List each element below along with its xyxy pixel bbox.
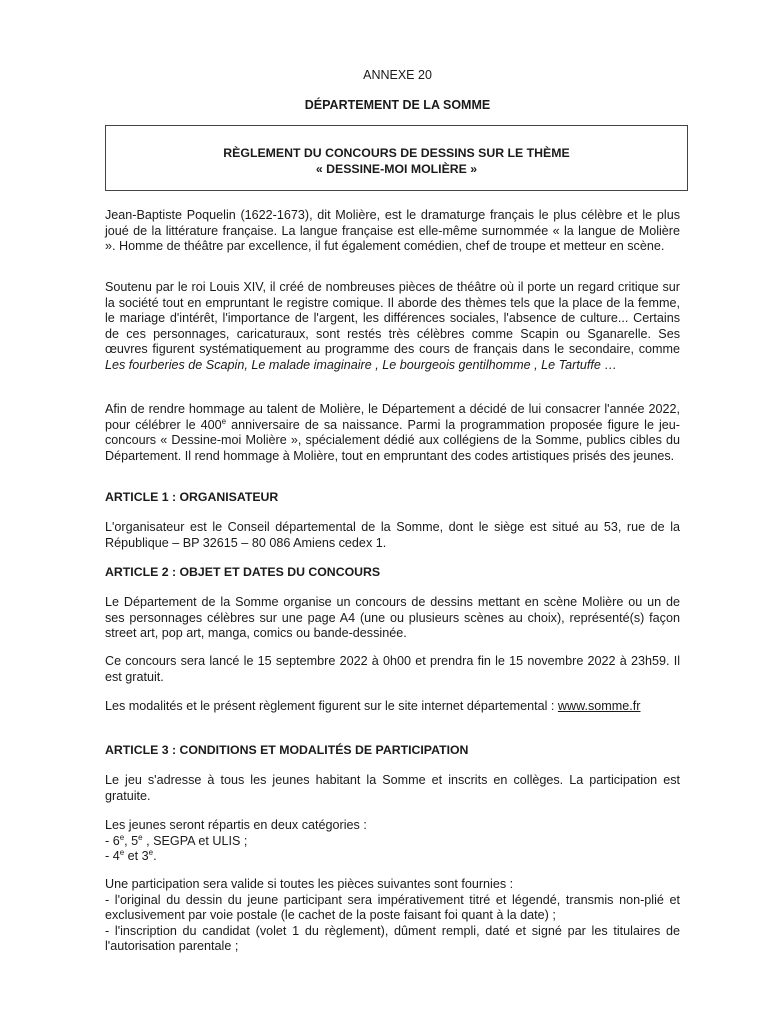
- category-1: [105, 834, 680, 850]
- category-2-text-b: et 3: [124, 849, 149, 864]
- article-3-paragraph-1: Le jeu s'adresse à tous les jeunes habitant la Somme et inscrits en collèges. La participation est gratuite.: [105, 773, 680, 803]
- category-2-text-a: - 4: [105, 849, 120, 864]
- website-link[interactable]: www.somme.fr: [557, 699, 641, 713]
- pieces-intro: Une participation sera valide si toutes les pièces suivantes sont fournies :: [105, 877, 514, 891]
- category-2-sup-2: e: [148, 848, 154, 858]
- categories-intro: Les jeunes seront répartis en deux catégories :: [105, 818, 367, 832]
- intro-paragraph-3-text-a: Afin de rendre hommage au talent de Molière, le Département a décidé de lui consacrer l'année 2022, pour célébrer le 400: [105, 402, 680, 432]
- article-2-paragraph-3-text: Les modalités et le présent règlement figurent sur le site internet départemental :: [105, 699, 555, 713]
- categories-block: [105, 818, 680, 865]
- article-2-heading: ARTICLE 2 : OBJET ET DATES DU CONCOURS: [105, 565, 381, 579]
- ordinal-superscript: e: [221, 416, 227, 426]
- category-2: [105, 849, 680, 865]
- title-line-1: RÈGLEMENT DU CONCOURS DE DESSINS SUR LE THÈME: [223, 146, 570, 160]
- pieces-block: [105, 877, 680, 955]
- category-2-sup-1: e: [119, 848, 125, 858]
- article-3-heading: ARTICLE 3 : CONDITIONS ET MODALITÉS DE PARTICIPATION: [105, 743, 469, 757]
- intro-paragraph-3-text-b: anniversaire de sa naissance. Parmi la programmation proposée figure le jeu-concours « Dessine-moi Molière », spécialement dédié aux collégiens de la Somme, publics cibles du Département. Il rend hommage à Molière, tout en empruntant des codes artistiques prisés des jeunes.: [105, 417, 680, 463]
- department-name: DÉPARTEMENT DE LA SOMME: [304, 98, 491, 112]
- annex-number: ANNEXE 20: [363, 68, 432, 82]
- intro-paragraph-2-text: Soutenu par le roi Louis XIV, il créé de nombreuses pièces de théâtre où il porte un regard critique sur la société tout en empruntant le registre comique. Il aborde des thèmes tels que la place de la femme, le mariage d'intérêt, l'importance de l'argent, les différences sociales, l'absence de culture... Certains de ces personnages, caricaturaux, sont restés très célèbres comme Scapin ou Sganarelle. Ses œuvres figurent systématiquement au programme des cours de français dans le secondaire, comme: [105, 280, 680, 357]
- article-1-paragraph: L'organisateur est le Conseil départemental de la Somme, dont le siège est situé au 53, rue de la République – BP 32615 – 80 086 Amiens cedex 1.: [105, 520, 680, 550]
- intro-paragraph-3: [105, 402, 680, 464]
- category-1-text-a: - 6: [105, 833, 120, 848]
- category-1-text-b: , 5: [124, 833, 139, 848]
- title-line-2: « DESSINE-MOI MOLIÈRE »: [315, 162, 478, 176]
- category-2-text-c: .: [153, 849, 157, 864]
- article-2-paragraph-3: [105, 699, 680, 715]
- intro-paragraph-1: Jean-Baptiste Poquelin (1622-1673), dit Molière, est le dramaturge français le plus célèbre et le plus joué de la littérature française. La langue française est elle-même surnommée « la langue de Molière ». Homme de théâtre par excellence, il fut également comédien, chef de troupe et metteur en scène.: [105, 208, 680, 254]
- category-1-sup-1: e: [119, 832, 125, 842]
- moliere-works-list: Les fourberies de Scapin, Le malade imaginaire , Le bourgeois gentilhomme , Le Tartuffe …: [105, 357, 617, 372]
- piece-item-1: - l'original du dessin du jeune participant sera impérativement titré et légendé, transmis non-plié et exclusivement par voie postale (le cachet de la poste faisant foi quant à la date) ;: [105, 892, 680, 923]
- intro-paragraph-2: [105, 280, 680, 374]
- article-1-heading: ARTICLE 1 : ORGANISATEUR: [105, 490, 279, 504]
- category-1-sup-2: e: [138, 832, 143, 842]
- category-1-text-c: , SEGPA et ULIS ;: [142, 833, 248, 848]
- article-2-paragraph-1: Le Département de la Somme organise un concours de dessins mettant en scène Molière ou un de ses personnages célèbres sur une page A4 (une ou plusieurs scènes au choix), représenté(s) façon street art, pop art, manga, comics ou bande-dessinée.: [105, 595, 680, 641]
- title-box: [105, 125, 688, 191]
- article-2-paragraph-2: Ce concours sera lancé le 15 septembre 2022 à 0h00 et prendra fin le 15 novembre 2022 à 23h59. Il est gratuit.: [105, 654, 680, 684]
- piece-item-2: - l'inscription du candidat (volet 1 du règlement), dûment rempli, daté et signé par les titulaires de l'autorisation parentale ;: [105, 923, 680, 954]
